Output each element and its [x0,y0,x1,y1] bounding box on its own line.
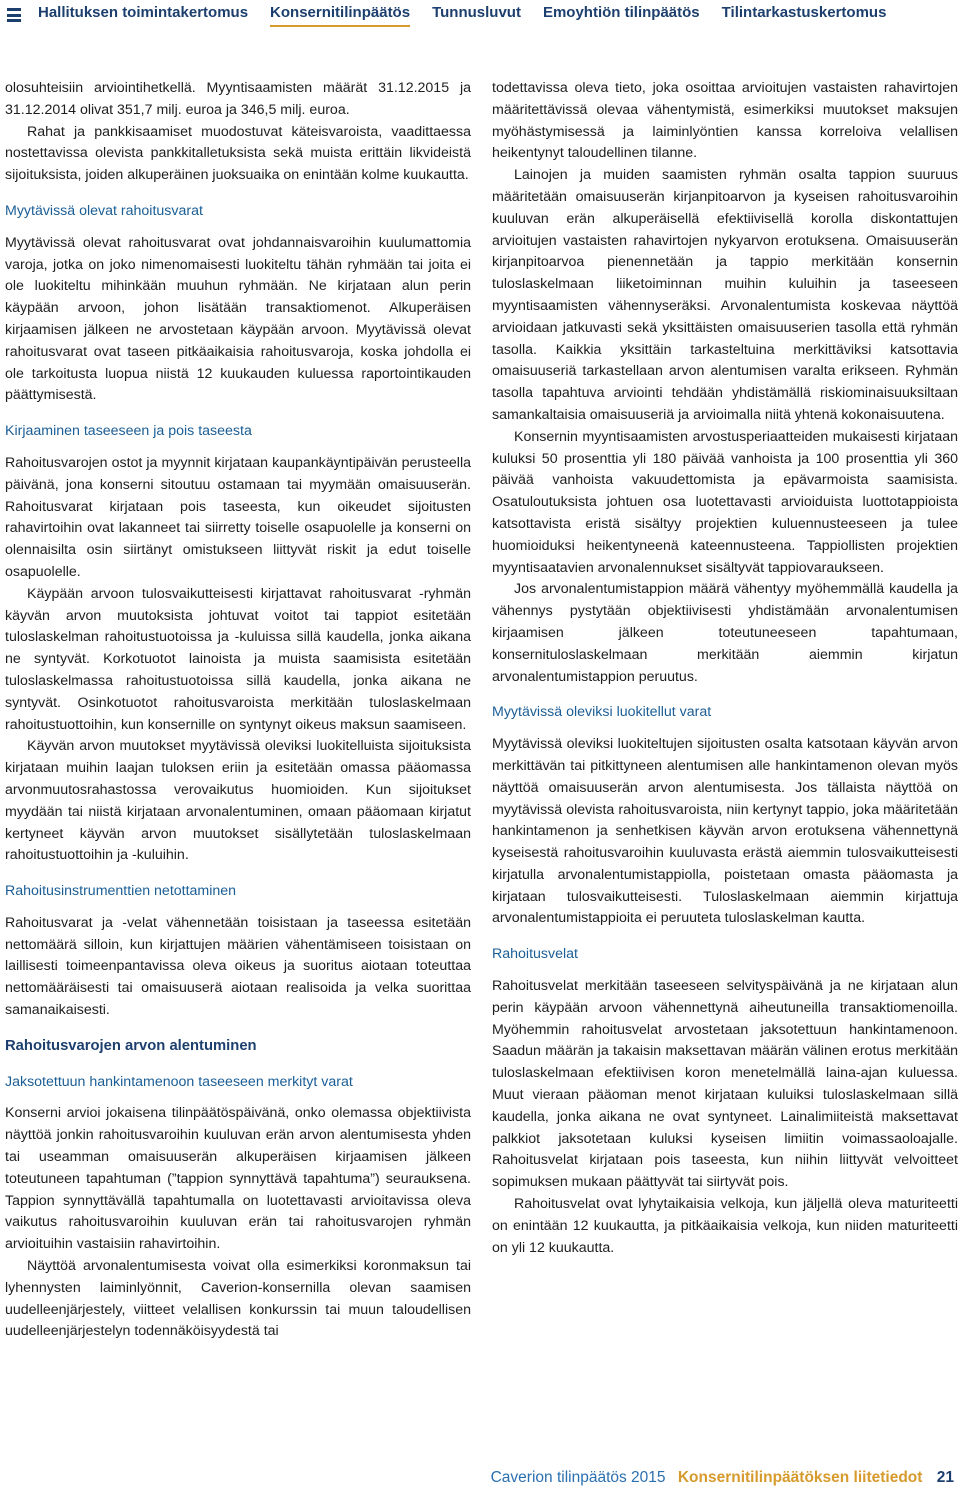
section-name: Konsernitilinpäätöksen liitetiedot [677,1469,923,1486]
right-column [492,78,958,1259]
nav-items [38,4,908,27]
section-heading: Myytävissä olevat rahoitusvarat [5,202,203,219]
section-title: Rahoitusvarojen arvon alentuminen [5,1037,257,1054]
page-number: 21 [936,1469,954,1486]
paragraph: Myytävissä oleviksi luokiteltujen sijoitusten osalta katsotaan käyvän arvon merkittävän tai pitkittyneen alentumisen alle hankintamenon olevan myös näyttöä omaisuuserän arvon alentumisesta. Jos tällaista näyttöä on myytävissä olevista rahoitusvaroista, niin kertynyt tappio, joka määritetään hankintamenon ja senhetkisen käyvän arvon erotuksena vähennettynä kyseisestä rahoitusvaroihin kuuluvasta erästä aiemmin tulosvaikutteisesti kirjatulla arvonalentumistappiolla, poistetaan omasta pääomasta ja kirjataan tulosvaikutteisesti. Tuloslaskelmaan aiemmin kirjattuja arvonalentumistappioita ei peruuteta tuloslaskelman kautta. [492,736,958,927]
paragraph: Käyvän arvon muutokset myytävissä oleviksi luokitelluista sijoituksista kirjataan muihin laajan tuloksen eriin ja esitetään omassa pääomassa arvonmuutosrahastossa verovaikutus huomioiden. Kun sijoitukset myydään tai niistä kirjataan arvonalentuminen, omaan pääomaan kirjatut kertyneet käyvän arvon muutokset sisällytetään tuloslaskelmaan rahoitustuottoihin ja -kuluihin. [5,738,471,864]
nav-tilintarkastuskertomus[interactable]: Tilintarkastuskertomus [721,4,887,21]
nav-hallituksen-toimintakertomus[interactable]: Hallituksen toimintakertomus [38,4,249,21]
paragraph: Konsernin myyntisaamisten arvostusperiaatteiden mukaisesti kirjataan kuluksi 50 prosenttia yli 180 päivää vanhoista ja 100 prosenttia yli 360 päivää vanhoista vakuudettomista ja epävarmoista saamisista. Osatuloutuksista johtuen osa luotettavasti arvioiduista luottotappioista katsottavista eristä sisältyy projektien kuluennusteeseen ja tulee huomioiduksi heikentyneenä kateennusteena. Tappiollisten projektien myyntisaatavien arvonalennukset sisältyvät tappiovaraukseen. [492,428,958,576]
paragraph: Myytävissä olevat rahoitusvarat ovat johdannaisvaroihin kuulumattomia varoja, jotka on joko nimenomaisesti luokiteltu tähän ryhmään tai joita ei ole luokiteltu mihinkään muuhun ryhmään. Ne kirjataan alun perin käypään arvoon, johon lisätään transaktiomenot. Alkuperäisen kirjaamisen jälkeen ne arvostetaan käypään arvoon. Myytävissä olevat rahoitusvarat ovat taseen pitkäaikaisia rahoitusvaroja, koska johdolla ei ole tarkoitusta luopua niistä 12 kuukauden kuluessa raportointikauden päättymisestä. [5,234,471,404]
paragraph: todettavissa oleva tieto, joka osoittaa arvioitujen vastaisten rahavirtojen määritettävissä olevaa vähentymistä, esimerkiksi muutokset maksujen myöhästymisessä ja laiminlyöntien kanssa korreloiva velallisen heikentynyt taloudellinen tilanne. [492,80,958,162]
paragraph: Lainojen ja muiden saamisten ryhmän osalta tappion suuruus määritetään omaisuuserän kirjanpitoarvon ja kyseisen rahoitusvaroihin kuuluvan erän alkuperäisellä efektiivisellä korolla diskontattujen arvioitujen vastaisten rahavirtojen nykyarvon erotuksena. Omaisuuserän kirjanpitoarvoa pienennetään ja tappio merkitään konsernin tuloslaskelmaan liiketoiminnan muihin kuluihin ja taseeseen myyntisaamisten vähennyseräksi. Arvonalentumista koskevaa näyttöä arvioidaan jatkuvasti sekä yksittäisten omaisuuserien tasolla että ryhmän tasolla. Kaikkia yksittäin tarkasteltuina merkittäviksi katsottavia omaisuuseriä tarkastellaan arvon alentumisen varalta erikseen. Ryhmän tasolla tapahtuva arviointi tehdään yhdistämällä riskiominaisuuksiltaan samankaltaisia omaisuuseriä ja arvioimalla niitä yhtenä kokonaisuutena. [492,167,958,423]
paragraph: Rahat ja pankkisaamiset muodostuvat käteisvaroista, vaadittaessa nostettavissa olevista pankkitalletuksista sekä muista erittäin likvideistä sijoituksista, joiden alkuperäinen juoksuaika on enintään kolme kuukautta. [5,123,471,184]
section-heading: Jaksotettuun hankintamenoon taseeseen merkityt varat [5,1073,353,1090]
section-heading: Rahoitusinstrumenttien netottaminen [5,883,237,900]
document-title: Caverion tilinpäätös 2015 [490,1469,666,1486]
nav-konsernitilinpaatos[interactable]: Konsernitilinpäätös [270,4,410,27]
paragraph: Jos arvonalentumistappion määrä vähentyy myöhemmällä kaudella ja vähennys pystytään objektiivisesti yhdistämään arvonalentumisen kirjaamisen jälkeen toteutuneeseen tapahtumaan, konsernituloslaskelmaan merkitään aiemmin kirjatun arvonalentumistappion peruutus. [492,581,958,685]
page-footer [491,1469,954,1487]
section-heading: Kirjaaminen taseeseen ja pois taseesta [5,423,252,440]
top-navigation [0,0,960,34]
nav-emoyhtion-tilinpaatos[interactable]: Emoyhtiön tilinpäätös [542,4,700,21]
section-heading: Myytävissä oleviksi luokitellut varat [492,704,712,721]
paragraph: Rahoitusvarojen ostot ja myynnit kirjataan kaupankäyntipäivän perusteella päivänä, jona konserni sitoutuu ostamaan tai myymään omaisuuserän. Rahoitusvarat kirjataan pois taseesta, kun oikeudet sijoitusten rahavirtoihin ovat lakanneet tai siirretty toiselle osapuolelle ja konserni on olennaisilta osin siirtänyt omistukseen liittyvät riskit ja edut toiselle osapuolelle. [5,454,471,580]
paragraph: Rahoitusvelat ovat lyhytaikaisia velkoja, kun jäljellä oleva maturiteetti on enintään 12 kuukautta, ja pitkäaikaisia velkoja, kun niiden maturiteetti on yli 12 kuukautta. [492,1196,958,1256]
nav-tunnusluvut[interactable]: Tunnusluvut [432,4,521,21]
paragraph: Rahoitusvelat merkitään taseeseen selvityspäivänä ja ne kirjataan alun perin käypään arvoon vähennettynä aiheutuneilla transaktiomenoilla. Myöhemmin rahoitusvelat arvostetaan jaksotettuun hankintamenoon. Saadun määrän ja takaisin maksettavan määrän välinen erotus merkitään tuloslaskelmaan efektiivisen koron menetelmällä laina-ajan kuluessa. Muut vieraan pääoman menot kirjataan kuluiksi tuloslaskelmaan sillä kaudella, jonka aikana ne ovat syntyneet. Lainalimiiteistä maksettavat palkkiot jaksotetaan kuluksi kyseisen limiitin voimassaoloajalle. Rahoitusvelat kirjataan pois taseesta, kun niihin liittyvät velvoitteet sopimuksen mukaan päättyvät tai siirtyvät pois. [492,978,958,1191]
menu-icon[interactable] [7,8,21,22]
section-heading: Rahoitusvelat [492,946,578,963]
paragraph: olosuhteisiin arviointihetkellä. Myyntisaamisten määrät 31.12.2015 ja 31.12.2014 olivat 351,7 milj. euroa ja 346,5 milj. euroa. [5,80,471,118]
paragraph: Konserni arvioi jokaisena tilinpäätöspäivänä, onko olemassa objektiivista näyttöä jonkin rahoitusvaroihin kuuluvan erän arvon alentumisesta yhden tai useamman omaisuuserän alkuperäisen kirjaamisen jälkeen toteutuneen tapahtuman (”tappion synnyttävä tapahtuma”) seurauksena. Tappion synnyttävällä tapahtumalla on luotettavasti arvioitavissa oleva vaikutus rahoitusvaroihin kuuluvan erän tai rahoitusvarojen ryhmän arvioituihin vastaisiin rahavirtoihin. [5,1105,471,1253]
left-column [5,78,471,1343]
paragraph: Rahoitusvarat ja -velat vähennetään toisistaan ja taseessa esitetään nettomäärä silloin, kun kirjattujen määrien vähentämiseen toisistaan on laillisesti toimeenpantavissa oleva oikeus ja suoritus aiotaan toteuttaa nettomääräisesti tai omaisuuserä aiotaan realisoida ja velka suorittaa samanaikaisesti. [5,914,471,1019]
paragraph: Käypään arvoon tulosvaikutteisesti kirjattavat rahoitusvarat -ryhmän käyvän arvon muutoksista johtuvat voitot tai tappiot esitetään tuloslaskelman rahoitustuotoissa ja -kuluissa sillä kaudella, jonka aikana ne syntyvät. Korkotuotot lainoista ja muista saamisista esitetään tuloslaskelmassa rahoitustuotoissa sillä kaudella, jonka aikana ne syntyvät. Osinkotuotot rahoitusvaroista merkitään tuloslaskelmaan rahoitustuottoihin, kun konsernille on syntynyt oikeus maksun saamiseen. [5,585,471,733]
paragraph: Näyttöä arvonalentumisesta voivat olla esimerkiksi koronmaksun tai lyhennysten laiminlyönnit, Caverion-konsernilla olevan saamisen uudelleenjärjestely, viitteet velallisen konkurssin tai muun taloudellisen uudelleenjärjestelyn todennäköisyydestä tai [5,1258,471,1340]
